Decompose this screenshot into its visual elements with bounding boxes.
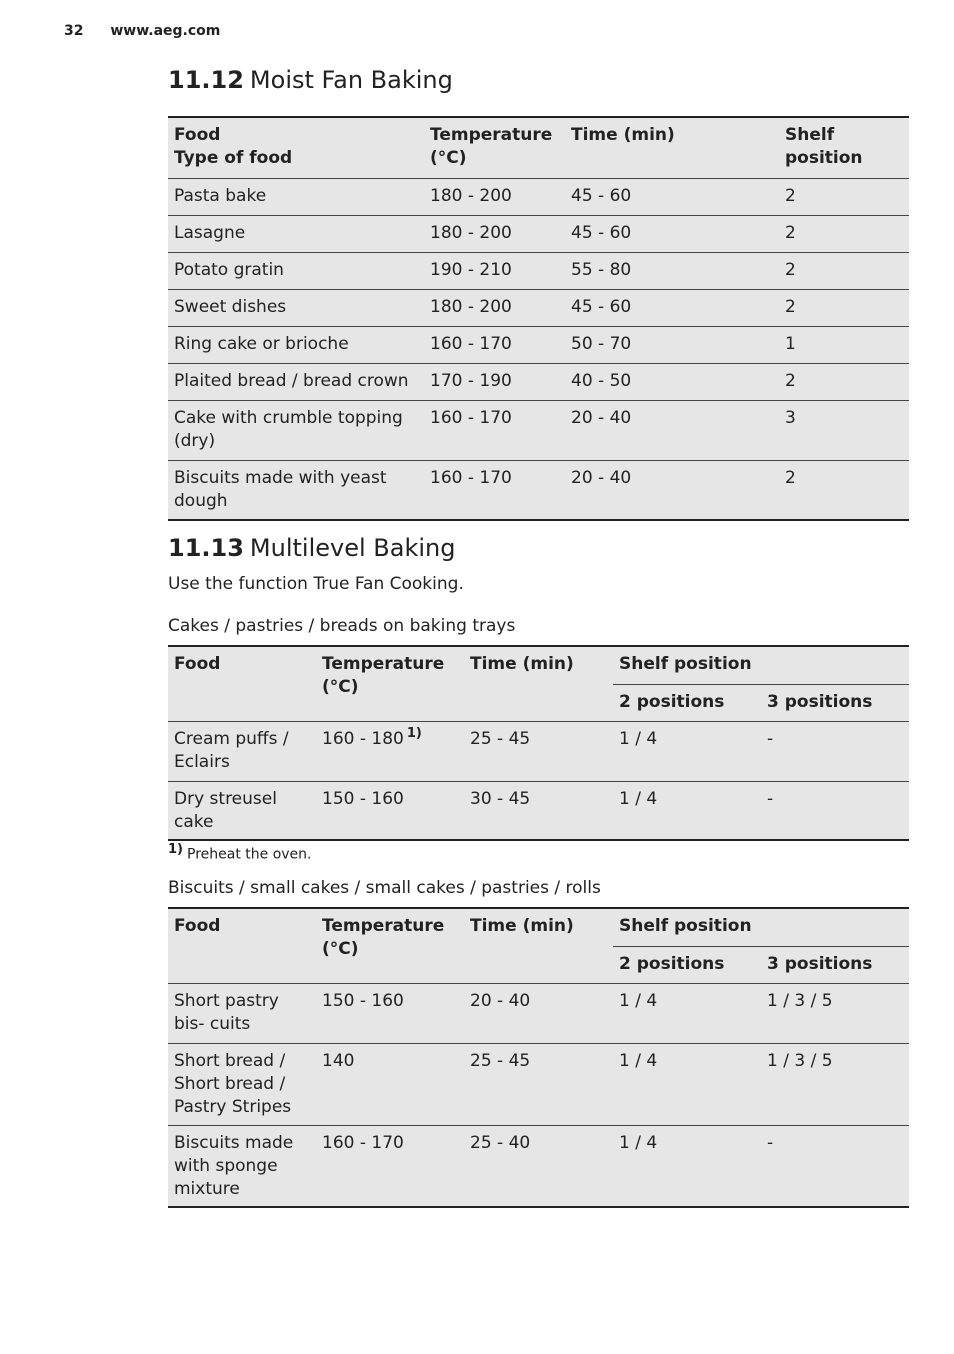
table-row bbox=[168, 178, 909, 215]
baking-trays-table bbox=[168, 645, 909, 841]
cell-shelf: 2 bbox=[779, 178, 909, 215]
cell-temperature: 160 - 170 bbox=[424, 326, 565, 363]
cell-food: Potato gratin bbox=[168, 252, 424, 289]
cell-shelf: 2 bbox=[779, 363, 909, 400]
table-header-row bbox=[168, 646, 909, 684]
column-header-food: Food bbox=[168, 908, 316, 983]
cell-shelf: 2 bbox=[779, 252, 909, 289]
cell-temperature: 180 - 200 bbox=[424, 178, 565, 215]
cell-shelf: 2 bbox=[779, 289, 909, 326]
cell-food: Cake with crumble topping (dry) bbox=[168, 400, 424, 460]
table-subtitle-baking-trays: Cakes / pastries / breads on baking trays bbox=[168, 616, 516, 636]
table-row bbox=[168, 252, 909, 289]
section-title-text: Multilevel Baking bbox=[249, 534, 456, 562]
cell-temperature: 170 - 190 bbox=[424, 363, 565, 400]
cell-shelf-3-positions: - bbox=[761, 721, 909, 781]
cell-shelf: 3 bbox=[779, 400, 909, 460]
cell-food: Biscuits made with sponge mixture bbox=[168, 1125, 316, 1207]
table-row bbox=[168, 983, 909, 1043]
section-number: 11.13 bbox=[168, 534, 244, 562]
cell-temperature: 180 - 200 bbox=[424, 289, 565, 326]
section-title-moist-fan-baking bbox=[168, 66, 453, 94]
table-row bbox=[168, 400, 909, 460]
moist-fan-baking-table bbox=[168, 116, 909, 521]
header-type-of-food: Type of food bbox=[174, 148, 293, 168]
cell-food: Ring cake or brioche bbox=[168, 326, 424, 363]
section-number: 11.12 bbox=[168, 66, 244, 94]
column-header-temperature: Temperature (°C) bbox=[424, 117, 565, 178]
page-header bbox=[64, 23, 220, 39]
column-header-food: Food bbox=[168, 646, 316, 721]
cell-food: Short bread / Short bread / Pastry Stripes bbox=[168, 1043, 316, 1125]
page-number: 32 bbox=[64, 23, 84, 39]
table-row bbox=[168, 326, 909, 363]
cell-food: Dry streusel cake bbox=[168, 781, 316, 840]
table-row bbox=[168, 1043, 909, 1125]
cell-time: 45 - 60 bbox=[565, 178, 779, 215]
cell-time: 25 - 45 bbox=[464, 721, 613, 781]
cell-temperature: 190 - 210 bbox=[424, 252, 565, 289]
column-header-2-positions: 2 positions bbox=[613, 946, 761, 983]
table-header-row bbox=[168, 117, 909, 178]
column-header-temperature: Temperature (°C) bbox=[316, 646, 464, 721]
cell-temperature-value: 160 - 180 bbox=[322, 728, 404, 749]
cell-shelf-2-positions: 1 / 4 bbox=[613, 1125, 761, 1207]
column-header-3-positions: 3 positions bbox=[761, 684, 909, 721]
cell-temperature: 140 bbox=[316, 1043, 464, 1125]
cell-time: 45 - 60 bbox=[565, 289, 779, 326]
cell-time: 55 - 80 bbox=[565, 252, 779, 289]
cell-time: 20 - 40 bbox=[464, 983, 613, 1043]
cell-shelf-3-positions: - bbox=[761, 781, 909, 840]
cell-shelf-2-positions: 1 / 4 bbox=[613, 781, 761, 840]
column-header-time: Time (min) bbox=[464, 646, 613, 721]
column-header-shelf-position: Shelf position bbox=[779, 117, 909, 178]
biscuits-table bbox=[168, 907, 909, 1208]
cell-time: 50 - 70 bbox=[565, 326, 779, 363]
column-header-2-positions: 2 positions bbox=[613, 684, 761, 721]
cell-temperature: 150 - 160 bbox=[316, 983, 464, 1043]
cell-shelf-3-positions: - bbox=[761, 1125, 909, 1207]
cell-time: 25 - 40 bbox=[464, 1125, 613, 1207]
cell-shelf: 2 bbox=[779, 460, 909, 520]
table-row bbox=[168, 781, 909, 840]
cell-shelf-3-positions: 1 / 3 / 5 bbox=[761, 983, 909, 1043]
column-header-food bbox=[168, 117, 424, 178]
footnote-reference: 1) bbox=[406, 725, 422, 741]
section-intro-text: Use the function True Fan Cooking. bbox=[168, 574, 464, 594]
column-header-3-positions: 3 positions bbox=[761, 946, 909, 983]
cell-temperature: 160 - 170 bbox=[424, 400, 565, 460]
cell-time: 45 - 60 bbox=[565, 215, 779, 252]
section-title-text: Moist Fan Baking bbox=[249, 66, 453, 94]
cell-food: Pasta bake bbox=[168, 178, 424, 215]
footnote-text: Preheat the oven. bbox=[187, 846, 312, 863]
cell-temperature bbox=[316, 721, 464, 781]
cell-food: Plaited bread / bread crown bbox=[168, 363, 424, 400]
cell-time: 40 - 50 bbox=[565, 363, 779, 400]
table-row bbox=[168, 215, 909, 252]
cell-time: 20 - 40 bbox=[565, 400, 779, 460]
cell-temperature: 160 - 170 bbox=[424, 460, 565, 520]
cell-shelf-3-positions: 1 / 3 / 5 bbox=[761, 1043, 909, 1125]
table-header-row bbox=[168, 908, 909, 946]
cell-food: Short pastry bis- cuits bbox=[168, 983, 316, 1043]
cell-shelf: 2 bbox=[779, 215, 909, 252]
table-row bbox=[168, 289, 909, 326]
cell-temperature: 150 - 160 bbox=[316, 781, 464, 840]
cell-food: Sweet dishes bbox=[168, 289, 424, 326]
cell-shelf: 1 bbox=[779, 326, 909, 363]
cell-time: 30 - 45 bbox=[464, 781, 613, 840]
cell-food: Lasagne bbox=[168, 215, 424, 252]
column-header-shelf-position: Shelf position bbox=[613, 646, 909, 684]
column-header-time: Time (min) bbox=[464, 908, 613, 983]
cell-temperature: 180 - 200 bbox=[424, 215, 565, 252]
cell-food: Biscuits made with yeast dough bbox=[168, 460, 424, 520]
header-food: Food bbox=[174, 125, 221, 145]
footnote-mark: 1) bbox=[168, 842, 183, 857]
column-header-time: Time (min) bbox=[565, 117, 779, 178]
table-row bbox=[168, 1125, 909, 1207]
cell-temperature: 160 - 170 bbox=[316, 1125, 464, 1207]
cell-shelf-2-positions: 1 / 4 bbox=[613, 1043, 761, 1125]
table-subtitle-biscuits: Biscuits / small cakes / small cakes / pastries / rolls bbox=[168, 878, 601, 898]
website-link[interactable]: www.aeg.com bbox=[110, 23, 221, 39]
column-header-shelf-position: Shelf position bbox=[613, 908, 909, 946]
table-row bbox=[168, 721, 909, 781]
cell-time: 20 - 40 bbox=[565, 460, 779, 520]
section-title-multilevel-baking bbox=[168, 534, 455, 562]
cell-shelf-2-positions: 1 / 4 bbox=[613, 983, 761, 1043]
table-footnote bbox=[168, 842, 311, 863]
table-row bbox=[168, 363, 909, 400]
cell-shelf-2-positions: 1 / 4 bbox=[613, 721, 761, 781]
column-header-temperature: Temperature (°C) bbox=[316, 908, 464, 983]
cell-time: 25 - 45 bbox=[464, 1043, 613, 1125]
cell-food: Cream puffs / Eclairs bbox=[168, 721, 316, 781]
table-row bbox=[168, 460, 909, 520]
